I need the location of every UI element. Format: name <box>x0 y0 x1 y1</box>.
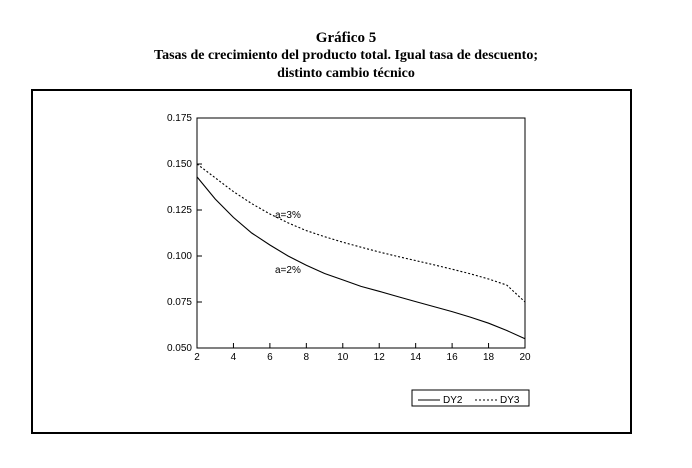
chart-title-line-1: Tasas de crecimiento del producto total. Igual tasa de descuento; <box>154 48 538 63</box>
annotation-dy2: a=2% <box>275 265 301 276</box>
axes <box>167 113 531 363</box>
y-tick-label: 0.175 <box>166 113 192 124</box>
legend <box>412 390 529 406</box>
series-line-dy2 <box>197 177 525 339</box>
x-tick-label: 6 <box>267 352 273 363</box>
chart-title-line-2: distinto cambio técnico <box>277 66 415 81</box>
y-tick-label: 0.050 <box>166 343 192 354</box>
x-tick-label: 16 <box>446 352 458 363</box>
series-lines <box>197 164 525 339</box>
x-tick-label: 4 <box>230 352 237 363</box>
plot-area <box>197 118 525 348</box>
x-tick-label: 12 <box>373 352 385 363</box>
series-line-dy3 <box>197 164 525 302</box>
x-tick-label: 2 <box>194 352 200 363</box>
y-tick-label: 0.075 <box>166 297 192 308</box>
x-tick-label: 10 <box>337 352 349 363</box>
y-tick-label: 0.125 <box>166 205 192 216</box>
figure-label: Gráfico 5 <box>315 30 377 46</box>
legend-label-dy2: DY2 <box>443 395 463 406</box>
x-tick-label: 14 <box>410 352 422 363</box>
legend-label-dy3: DY3 <box>500 395 520 406</box>
y-tick-label: 0.150 <box>166 159 192 170</box>
x-tick-label: 18 <box>482 352 495 363</box>
x-tick-label: 8 <box>303 352 310 363</box>
y-tick-label: 0.100 <box>166 251 192 262</box>
annotation-dy3: a=3% <box>275 210 301 221</box>
x-tick-label: 20 <box>519 352 531 363</box>
